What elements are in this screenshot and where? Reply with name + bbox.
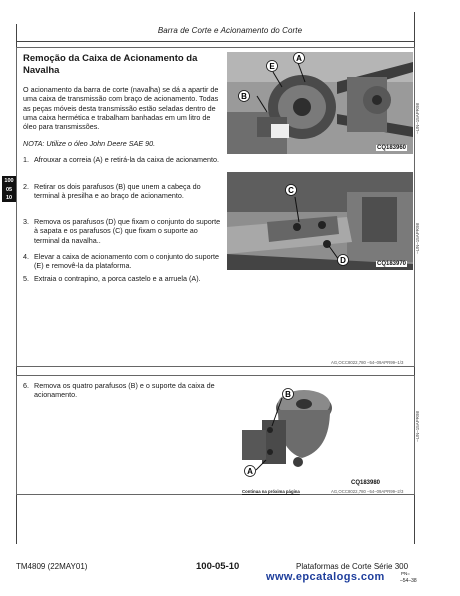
gearbox-illustration <box>242 380 338 480</box>
figure-code: CQ183970 <box>377 261 407 267</box>
callout-c: C <box>288 186 294 195</box>
mounting-bolts-photo <box>227 172 413 270</box>
watermark-text: www.epcatalogs.com <box>266 571 385 583</box>
step-text: Elevar a caixa de acionamento com o conjunto do suporte (E) e removê-la da plataforma. <box>34 252 219 271</box>
callout-a: A <box>247 467 253 476</box>
procedure-section-2 <box>16 375 420 495</box>
drive-belt-photo <box>227 52 413 154</box>
section-tab <box>2 176 16 202</box>
callout-b: B <box>241 92 247 101</box>
drive-belt-illustration <box>227 52 413 154</box>
figure-code: CQ183960 <box>377 145 407 151</box>
footer-manual-title: Plataformas de Corte Série 300 <box>296 562 409 571</box>
footer-page-number: 100-05-10 <box>196 561 240 572</box>
gearbox-photo <box>242 380 338 480</box>
reference-code: AG,OCC8022,780 –54–09APR99–1/3 <box>331 360 404 365</box>
callout-d: D <box>340 256 346 265</box>
section-title: Remoção da Caixa de Acionamento da Navalha <box>23 53 198 76</box>
note: NOTA: Utilize o óleo John Deere SAE 90. <box>23 139 156 148</box>
callout-e: E <box>269 62 275 71</box>
reference-code: AG,OCC8022,780 –54–09APR99–2/3 <box>331 489 404 494</box>
figure-code: CQ183980 <box>351 480 381 486</box>
callout-b: B <box>285 390 291 399</box>
continued-note: Continua na próxima página <box>242 489 300 494</box>
procedure-section-1 <box>16 47 420 367</box>
footer-pn: PN= <box>401 571 410 576</box>
step-text: Afrouxar a correia (A) e retirá-la da caixa de acionamento. <box>34 155 219 164</box>
step-number: 5. <box>23 274 29 283</box>
step-number: 6. <box>23 381 29 390</box>
header-rule <box>16 41 415 42</box>
page-header-title: Barra de Corte e Acionamento do Corte <box>157 26 303 35</box>
figure-side-code: –UN–15APR98 <box>415 223 420 254</box>
step-number: 4. <box>23 252 29 261</box>
mounting-bolts-illustration <box>227 172 413 270</box>
footer-page-code: –54–38 <box>400 578 417 584</box>
figure-side-code: –UN–15APR98 <box>415 103 420 134</box>
step-text: Remova os parafusos (D) que fixam o conjunto do suporte à sapata e os parafusos (C) que fixam o suporte ao terminal da navalha.. <box>34 217 221 245</box>
step-text: Remova os quatro parafusos (B) e o suporte da caixa de acionamento. <box>34 381 215 400</box>
step-text: Extraia o contrapino, a porca castelo e a arruela (A). <box>34 274 201 283</box>
step-number: 3. <box>23 217 29 226</box>
figure-side-code: –UN–15APR98 <box>415 411 420 442</box>
step-number: 2. <box>23 182 29 191</box>
footer-manual-id: TM4809 (22MAY01) <box>16 562 88 571</box>
intro-paragraph: O acionamento da barra de corte (navalha) se dá a apartir de uma caixa de transmissão com braço de acionamento. Todas as peças móveis desta transmissão estão seladas dentro de uma caixa hermética e trabalham banhadas em um litro de óleo para transmissões. <box>23 85 219 132</box>
step-text: Retirar os dois parafusos (B) que unem a cabeça do terminal à presilha e ao braço de acionamento. <box>34 182 201 201</box>
step-number: 1. <box>23 155 29 164</box>
tab-line-1: 100 <box>4 178 14 184</box>
callout-a: A <box>296 54 302 63</box>
tab-line-2: 05 <box>5 186 13 193</box>
tab-line-3: 10 <box>5 195 13 201</box>
